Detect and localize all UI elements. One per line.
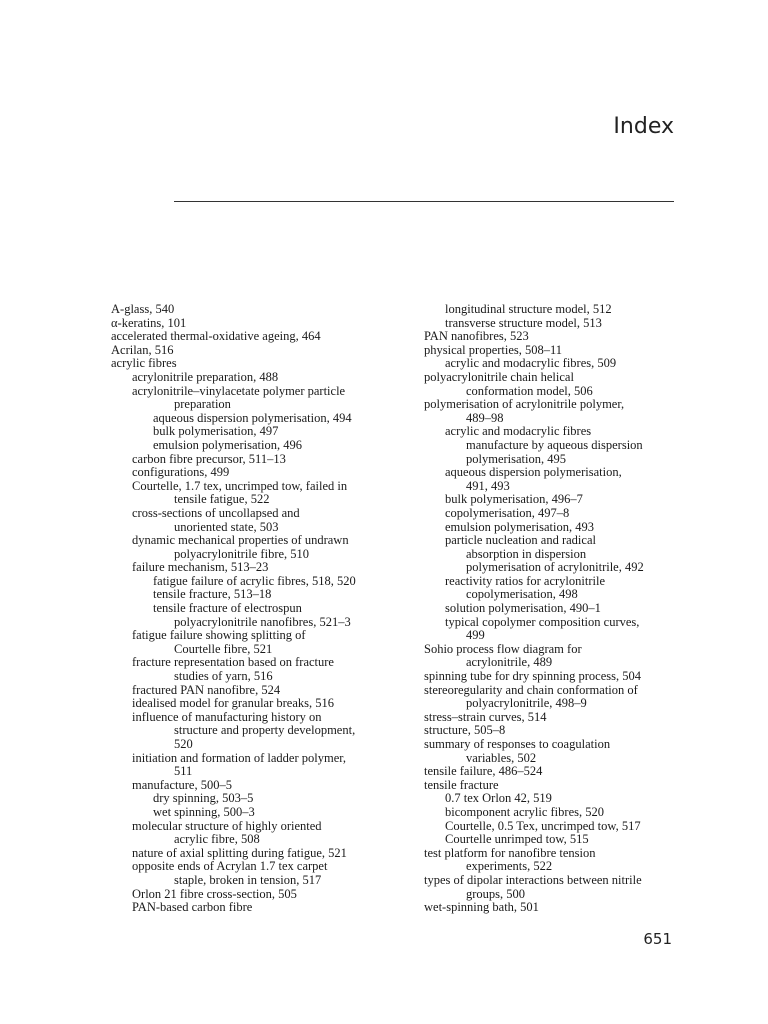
- index-entry: bulk polymerisation, 496–7: [445, 492, 583, 507]
- index-entry: groups, 500: [466, 886, 526, 901]
- index-entry: acrylic and modacrylic fibres: [445, 424, 592, 439]
- page-title: Index: [613, 114, 674, 139]
- index-entry: types of dipolar interactions between nitrile: [424, 872, 642, 887]
- index-entry: aqueous dispersion polymerisation, 494: [153, 410, 352, 425]
- index-entry: acrylonitrile preparation, 488: [132, 369, 279, 384]
- page-number: 651: [643, 930, 672, 948]
- index-entry: fatigue failure showing splitting of: [132, 628, 306, 643]
- index-entry: acrylic fibres: [111, 356, 177, 371]
- index-entry: Courtelle unrimped tow, 515: [445, 832, 589, 847]
- index-entry: longitudinal structure model, 512: [445, 302, 612, 316]
- index-entry: summary of responses to coagulation: [424, 737, 611, 751]
- index-entry: copolymerisation, 497–8: [445, 505, 570, 520]
- index-entry: bulk polymerisation, 497: [153, 424, 279, 439]
- index-entry: Courtelle, 0.5 Tex, uncrimped tow, 517: [445, 818, 641, 833]
- index-entry: test platform for nanofibre tension: [424, 845, 596, 860]
- index-entry: stress–strain curves, 514: [424, 709, 547, 724]
- index-entry: 491, 493: [466, 478, 510, 493]
- index-entry: α-keratins, 101: [111, 315, 187, 330]
- index-entry: idealised model for granular breaks, 516: [132, 696, 335, 711]
- index-entry: emulsion polymerisation, 496: [153, 437, 302, 452]
- index-entry: typical copolymer composition curves,: [445, 614, 640, 629]
- index-entry: polyacrylonitrile chain helical: [424, 369, 574, 384]
- index-entry: polyacrylonitrile, 498–9: [466, 696, 587, 711]
- index-entry: nature of axial splitting during fatigue, 521: [132, 845, 347, 860]
- index-entry: unoriented state, 503: [174, 519, 279, 534]
- index-entry: polymerisation of acrylonitrile, 492: [466, 560, 644, 575]
- index-entry: Acrilan, 516: [111, 342, 174, 357]
- index-entry: polymerisation of acrylonitrile polymer,: [424, 397, 625, 412]
- index-entry: preparation: [174, 397, 231, 412]
- index-entry: acrylonitrile, 489: [466, 655, 553, 670]
- index-entry: variables, 502: [466, 750, 537, 765]
- index-entry: dry spinning, 503–5: [153, 791, 254, 806]
- index-entry: opposite ends of Acrylan 1.7 tex carpet: [132, 859, 328, 874]
- index-entry: bicomponent acrylic fibres, 520: [445, 804, 604, 819]
- index-entry: manufacture, 500–5: [132, 777, 232, 792]
- index-entry: 520: [174, 737, 193, 751]
- index-entry: acrylic fibre, 508: [174, 832, 260, 847]
- index-entry: studies of yarn, 516: [174, 669, 273, 684]
- index-entry: tensile fracture of electrospun: [153, 601, 302, 616]
- index-entry: experiments, 522: [466, 859, 553, 874]
- index-entry: tensile failure, 486–524: [424, 764, 543, 779]
- index-entry: 0.7 tex Orlon 42, 519: [445, 791, 552, 806]
- index-entry: 499: [466, 628, 485, 643]
- index-entry: A-glass, 540: [111, 302, 175, 316]
- index-entry: particle nucleation and radical: [445, 533, 596, 548]
- index-entry: fractured PAN nanofibre, 524: [132, 682, 281, 697]
- index-entry: polyacrylonitrile fibre, 510: [174, 546, 310, 561]
- index-entry: physical properties, 508–11: [424, 342, 563, 357]
- index-entry: PAN nanofibres, 523: [424, 329, 529, 344]
- index-column-left: [111, 303, 396, 915]
- index-entry: tensile fracture: [424, 777, 499, 792]
- index-entry: molecular structure of highly oriented: [132, 818, 322, 833]
- index-entry: solution polymerisation, 490–1: [445, 601, 601, 616]
- title-rule: [174, 201, 674, 202]
- index-column-right: [424, 303, 684, 915]
- index-entry: tensile fracture, 513–18: [153, 587, 272, 602]
- index-entry: influence of manufacturing history on: [132, 709, 322, 724]
- index-entry: tensile fatigue, 522: [174, 492, 270, 507]
- index-entry: staple, broken in tension, 517: [174, 872, 322, 887]
- index-entry: accelerated thermal-oxidative ageing, 464: [111, 329, 321, 344]
- index-entry: wet spinning, 500–3: [153, 804, 255, 819]
- index-entry: structure and property development,: [174, 723, 356, 738]
- index-entry: spinning tube for dry spinning process, 504: [424, 669, 641, 684]
- index-entry: polyacrylonitrile nanofibres, 521–3: [174, 614, 351, 629]
- index-entry: fracture representation based on fracture: [132, 655, 334, 670]
- index-entry: conformation model, 506: [466, 383, 593, 398]
- index-entry: Orlon 21 fibre cross-section, 505: [132, 886, 297, 901]
- index-entry: Sohio process flow diagram for: [424, 641, 582, 656]
- index-entry: carbon fibre precursor, 511–13: [132, 451, 286, 466]
- index-entry: acrylonitrile–vinylacetate polymer particle: [132, 383, 346, 398]
- index-entry: dynamic mechanical properties of undrawn: [132, 533, 349, 548]
- index-entry: aqueous dispersion polymerisation,: [445, 465, 622, 480]
- index-entry: absorption in dispersion: [466, 546, 587, 561]
- index-entry: initiation and formation of ladder polymer,: [132, 750, 347, 765]
- index-entry: failure mechanism, 513–23: [132, 560, 269, 575]
- index-entry: fatigue failure of acrylic fibres, 518, 520: [153, 573, 356, 588]
- index-entry: transverse structure model, 513: [445, 315, 602, 330]
- index-entry: Courtelle fibre, 521: [174, 641, 273, 656]
- index-entry: emulsion polymerisation, 493: [445, 519, 594, 534]
- index-entry: configurations, 499: [132, 465, 230, 480]
- index-entry: cross-sections of uncollapsed and: [132, 505, 300, 520]
- index-entry: 511: [174, 764, 193, 779]
- index-entry: copolymerisation, 498: [466, 587, 578, 602]
- index-entry: Courtelle, 1.7 tex, uncrimped tow, failed in: [132, 478, 348, 493]
- index-entry: polymerisation, 495: [466, 451, 566, 466]
- index-entry: PAN-based carbon fibre: [132, 900, 253, 915]
- index-entry: reactivity ratios for acrylonitrile: [445, 573, 606, 588]
- index-entry: structure, 505–8: [424, 723, 506, 738]
- index-entry: manufacture by aqueous dispersion: [466, 437, 643, 452]
- index-entry: stereoregularity and chain conformation of: [424, 682, 638, 697]
- index-entry: acrylic and modacrylic fibres, 509: [445, 356, 617, 371]
- index-entry: 489–98: [466, 410, 504, 425]
- index-entry: wet-spinning bath, 501: [424, 900, 539, 915]
